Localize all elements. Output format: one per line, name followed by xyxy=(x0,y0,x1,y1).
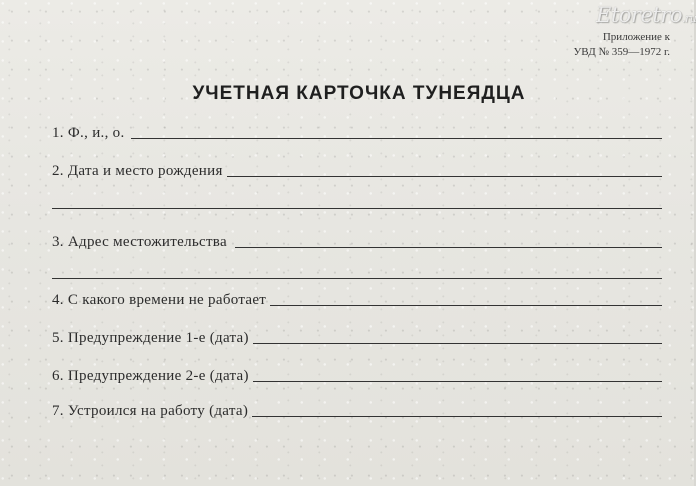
field-line-employed-date[interactable] xyxy=(252,416,662,417)
field-label-unemployed-since: 4. С какого времени не работает xyxy=(52,292,267,308)
field-label-full-name: 1. Ф., и., о. xyxy=(52,125,125,141)
field-label-warning-first: 5. Предупреждение 1-е (дата) xyxy=(52,330,249,346)
appendix-line-1: Приложение к xyxy=(602,31,670,43)
field-label-address: 3. Адрес местожительства xyxy=(52,234,227,250)
field-line-warning-second[interactable] xyxy=(253,381,662,382)
field-line-birth-date-place-continued[interactable] xyxy=(52,208,662,209)
card-title: УЧЕТНАЯ КАРТОЧКА ТУНЕЯДЦА xyxy=(192,83,526,104)
watermark-text: Etoretro xyxy=(596,3,682,27)
field-unemployed-since[interactable] xyxy=(52,289,662,309)
field-label-employed-date: 7. Устроился на работу (дата) xyxy=(52,403,249,419)
field-label-warning-second: 6. Предупреждение 2-е (дата) xyxy=(52,368,249,384)
field-label-birth-date-place: 2. Дата и место рождения xyxy=(52,163,223,179)
field-line-birth-date-place[interactable] xyxy=(227,176,662,177)
field-line-warning-first[interactable] xyxy=(253,343,662,344)
field-employed-date[interactable] xyxy=(52,400,662,420)
field-warning-second[interactable] xyxy=(52,365,662,385)
field-warning-first[interactable] xyxy=(52,327,662,347)
field-line-full-name[interactable] xyxy=(131,138,662,139)
watermark-logo xyxy=(596,3,696,27)
field-full-name[interactable] xyxy=(52,122,662,142)
appendix-line-2: УВД № 359—1972 г. xyxy=(573,46,670,58)
field-line-address-continued[interactable] xyxy=(52,278,662,279)
field-birth-date-place[interactable] xyxy=(52,160,662,180)
field-line-address[interactable] xyxy=(235,247,662,248)
field-address[interactable] xyxy=(52,231,662,251)
appendix-note xyxy=(470,30,670,60)
field-line-unemployed-since[interactable] xyxy=(270,305,662,306)
watermark-suffix: .ru xyxy=(682,12,696,25)
